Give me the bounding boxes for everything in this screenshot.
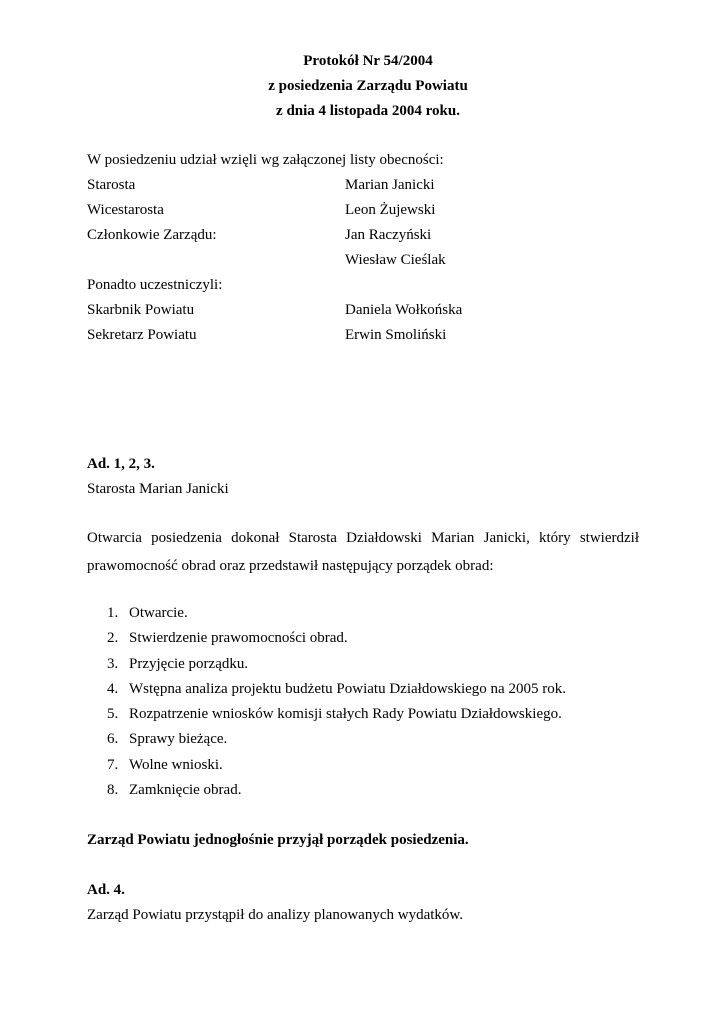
others-row <box>87 298 639 323</box>
agenda-item <box>107 601 627 626</box>
agenda-item <box>107 778 627 803</box>
attendance-role <box>87 248 345 273</box>
agenda-item <box>107 652 627 677</box>
others-role: Skarbnik Powiatu <box>87 302 195 318</box>
attendance-name: Marian Janicki <box>345 177 435 193</box>
agenda-item-number: 4. <box>107 680 119 697</box>
agenda-item-number: 8. <box>107 782 119 799</box>
document-header <box>0 49 724 124</box>
others-intro: Ponadto uczestniczyli: <box>87 277 223 293</box>
agenda-item <box>107 702 627 727</box>
agenda-item <box>107 626 627 651</box>
attendance-role: Członkowie Zarządu: <box>87 227 217 243</box>
attendance-row <box>87 198 639 223</box>
agenda-item <box>107 677 627 702</box>
protocol-subtitle: z posiedzenia Zarządu Powiatu <box>268 78 468 94</box>
ad123-heading: Ad. 1, 2, 3. <box>87 456 155 472</box>
attendance-section <box>87 148 639 348</box>
agenda-item-text: Wstępna analiza projektu budżetu Powiatu Działdowskiego na 2005 rok. <box>129 680 566 697</box>
ad123-resolution: Zarząd Powiatu jednogłośnie przyjął porządek posiedzenia. <box>87 832 469 848</box>
agenda-item-text: Przyjęcie porządku. <box>129 655 249 672</box>
agenda-item-number: 2. <box>107 630 119 647</box>
others-name: Erwin Smoliński <box>345 327 447 343</box>
agenda-item-text: Stwierdzenie prawomocności obrad. <box>129 630 348 647</box>
agenda-item-number: 3. <box>107 655 119 672</box>
ad4-heading: Ad. 4. <box>87 882 125 898</box>
agenda-item-text: Otwarcie. <box>129 605 188 621</box>
ad123-paragraph: Otwarcia posiedzenia dokonał Starosta Działdowski Marian Janicki, który stwierdził prawomocność obrad oraz przedstawił następujący porządek obrad: <box>87 530 639 574</box>
attendance-name: Wiesław Cieślak <box>345 252 446 268</box>
agenda-item <box>107 753 627 778</box>
agenda-item-text: Zamknięcie obrad. <box>129 782 242 799</box>
protocol-title: Protokół Nr 54/2004 <box>303 53 433 69</box>
ad123-speaker: Starosta Marian Janicki <box>87 481 229 497</box>
attendance-role: Starosta <box>87 177 136 193</box>
agenda-item-text: Rozpatrzenie wniosków komisji stałych Rady Powiatu Działdowskiego. <box>129 706 562 723</box>
agenda-item-number: 1. <box>107 605 119 621</box>
attendance-row <box>87 248 639 273</box>
agenda-item-number: 6. <box>107 731 119 748</box>
agenda-list <box>107 601 627 803</box>
protocol-date: z dnia 4 listopada 2004 roku. <box>276 103 460 119</box>
attendance-role: Wicestarosta <box>87 202 164 218</box>
agenda-item-text: Sprawy bieżące. <box>129 731 228 748</box>
agenda-item-number: 5. <box>107 706 119 723</box>
agenda-item-text: Wolne wnioski. <box>129 756 223 773</box>
ad4-text: Zarząd Powiatu przystąpił do analizy planowanych wydatków. <box>87 907 463 923</box>
agenda-item-number: 7. <box>107 756 119 773</box>
agenda-item <box>107 727 627 752</box>
attendance-name: Leon Żujewski <box>345 202 436 218</box>
attendance-name: Jan Raczyński <box>345 227 432 243</box>
attendance-row <box>87 173 639 198</box>
attendance-intro: W posiedzeniu udział wzięli wg załączonej listy obecności: <box>87 152 444 168</box>
attendance-row <box>87 223 639 248</box>
others-row <box>87 323 639 348</box>
others-role: Sekretarz Powiatu <box>87 327 197 343</box>
others-name: Daniela Wołkońska <box>345 302 463 318</box>
